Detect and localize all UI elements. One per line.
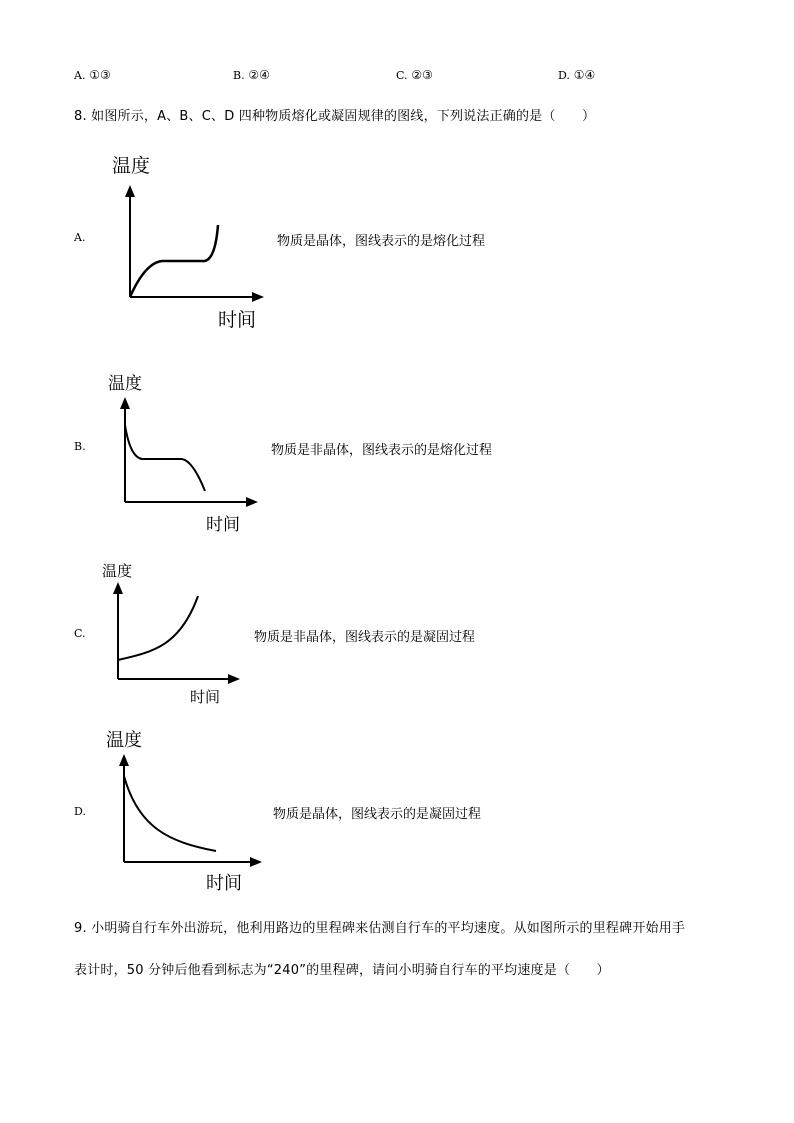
option-label: B. xyxy=(233,69,245,82)
y-axis-label: 温度 xyxy=(112,155,151,177)
x-axis-label: 时间 xyxy=(206,873,242,894)
option-text: ①④ xyxy=(573,68,596,82)
choice-description: 物质是非晶体，图线表示的是凝固过程 xyxy=(254,630,476,645)
y-axis-label: 温度 xyxy=(106,730,142,751)
curve-c xyxy=(118,596,198,660)
prev-option-a xyxy=(74,68,111,82)
x-axis-label: 时间 xyxy=(190,688,221,706)
curve-a xyxy=(130,225,218,297)
option-label: C. xyxy=(396,69,408,82)
graph-d xyxy=(98,722,268,897)
option-label: A. xyxy=(74,69,86,82)
choice-description: 物质是非晶体，图线表示的是熔化过程 xyxy=(271,443,493,458)
prev-option-b xyxy=(233,68,270,82)
option-text: ②④ xyxy=(248,68,270,82)
question-9-line-2: 表计时，50 分钟后他看到标志为“240”的里程碑，请问小明骑自行车的平均速度是（ ） xyxy=(74,963,610,978)
graph-c xyxy=(98,556,258,716)
option-label: D. xyxy=(558,69,570,82)
choice-label: C. xyxy=(74,627,86,640)
choice-label: A. xyxy=(74,231,86,244)
y-axis-label: 温度 xyxy=(102,562,133,580)
choice-label: B. xyxy=(74,440,86,453)
x-axis-label: 时间 xyxy=(218,309,257,331)
choice-description: 物质是晶体，图线表示的是凝固过程 xyxy=(273,807,482,822)
curve-d xyxy=(124,776,216,851)
graph-a xyxy=(100,145,270,335)
x-axis-label: 时间 xyxy=(206,515,240,535)
axes xyxy=(125,185,264,302)
prev-option-c xyxy=(396,68,433,82)
y-axis-label: 温度 xyxy=(108,374,142,394)
axes xyxy=(120,397,258,507)
question-9-line-1: 9. 小明骑自行车外出游玩，他利用路边的里程碑来估测自行车的平均速度。从如图所示的里程碑开始用手 xyxy=(74,921,686,936)
curve-b xyxy=(125,425,205,491)
option-text: ①③ xyxy=(89,68,111,82)
option-text: ②③ xyxy=(411,68,433,82)
choice-description: 物质是晶体，图线表示的是熔化过程 xyxy=(277,234,486,249)
prev-option-d xyxy=(558,68,595,82)
graph-b xyxy=(100,365,270,540)
question-8-stem: 8. 如图所示，A、B、C、D 四种物质熔化或凝固规律的图线，下列说法正确的是（ ） xyxy=(74,109,596,124)
choice-label: D. xyxy=(74,805,86,818)
